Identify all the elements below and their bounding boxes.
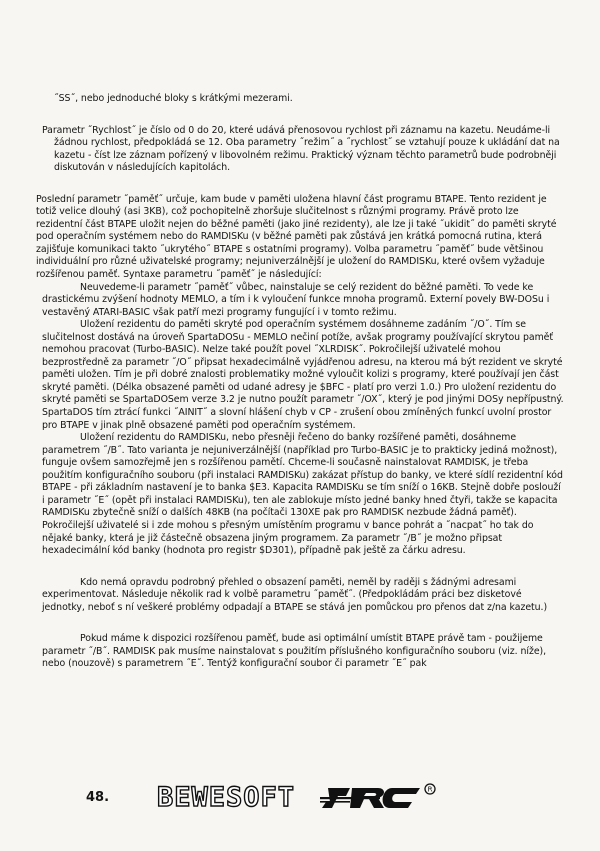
paragraph-parametr-o: Uložení rezidentu do paměti skryté pod operačním systémem dosáhneme zadáním ˝/O˝. Tím se slučitelnost dostává na úroveň SpartaDOSu - MEMLO nečiní potíže, avšak programy používající skrytou paměť nemohou pracovat (Turbo-BASIC). Nelze také použít povel ˝XLRDISK˝. Pokročilejší uživatelé mohou bezprostředně za parametr ˝/O˝ připsat hexadecimálně vyjádřenou adresu, na kterou má být rezident ve skryté paměti uložen. Tím je při dobré znalosti problematiky možné vyloučit kolizi s programy, které používají jen část skryté paměti. (Délka obsazené paměti od udané adresy je $BFC - platí pro verzi 1.0.) Pro uložení rezidentu do skryté paměti se SpartaDOSem verze 3.2 je nutno použít parametr ˝/OX˝, který je pod jinými DOSy nepřípustný. SpartaDOS tím ztrácí funkci ˝AINIT˝ a slovní hlášení chyb v CP - zrušení obou zmíněných funkcí uvolní prostor pro BTAPE v jinak plně obsazené paměti pod operačním systémem. — [42, 319, 564, 431]
paragraph-rozsirena-pamet: Pokud máme k dispozici rozšířenou paměť, bude asi optimální umístit BTAPE právě tam - použijeme parametr ˝/B˝. RAMDISK pak musíme nainstalovat s použitím příslušného konfiguračního souboru (viz. níže), nebo (nouzově) s parametrem ˝E˝. Tentýž konfigurační soubor či parametr ˝E˝ pak — [42, 633, 547, 670]
bewesoft-logo: BEWESOFT — [157, 782, 296, 813]
paragraph-rychlost: Parametr ˝Rychlost˝ je číslo od 0 do 20, které udává přenosovou rychlost při záznamu na kazetu. Neudáme-li žádnou rychlost, předpokládá se 12. Oba parametry ˝režim˝ a ˝rychlost˝ se vztahují pouze k ukládání dat na kazetu - číst lze záznam pořízený v libovolném režimu. Praktický význam těchto parametrů bude podrobněji diskutován v následujících kapitolách. — [42, 124, 560, 174]
paragraph-parametr-b: Uložení rezidentu do RAMDISKu, nebo přesněji řečeno do banky rozšířené paměti, dosáhneme parametrem ˝/B˝. Tato varianta je nejuniverzálnější (například pro Turbo-BASIC je to prakticky jediná možnost), funguje ovšem samozřejmě jen s rozšířenou pamětí. Chceme-li současně nainstalovat RAMDISK, je třeba použitím konfiguračního souboru (při instalaci RAMDISKu) zakázat přístup do banky, ve které sídlí rezidentní kód BTAPE - při základním nastavení je to banka $E3. Kapacita RAMDISKu se tím sníží o 16KB. Stejně dobře poslouží i parametr ˝E˝ (opět při instalaci RAMDISKu), ten ale zablokuje místo jedné banky hned čtyři, takže se kapacita RAMDISKu zbytečně sníží o dalších 48KB (na počítači 130XE pak pro RAMDISK nezbude žádná paměť). Pokročilejší uživatelé si i zde mohou s přesným umístěním programu v bance pohrát a ˝nacpat˝ ho tak do nějaké banky, která je již částečně obsazena jiným programem. Za parametr ˝/B˝ je možno připsat hexadecimální kód banky (hodnota pro registr $D301), případně pak ještě za čárku adresu. — [42, 432, 563, 557]
svg-text:R: R — [427, 785, 433, 794]
paragraph-pamet: Poslední parametr ˝paměť˝ určuje, kam bude v paměti uložena hlavní část programu BTAPE. Tento rezident je totiž velice dlouhý (asi 3KB), což pochopitelně zhoršuje slučitelnost s různými programy. Právě proto lze rezidentní část BTAPE uložit nejen do běžné paměti (jako jiné rezidenty), ale lze ji také ˝ukidit˝ do paměti skryté pod operačním systémem nebo do RAMDISKu (v běžné paměti pak zůstává jen krátká pomocná rutina, která zajišťuje komunikaci takto ˝ukrytého˝ BTAPE s ostatními programy). Volba parametru ˝paměť˝ bude většinou individuální pro různé uživatelské programy; nejuniverzálnější je uložení do RAMDISKu, které ovšem vyžaduje rozšířenou paměť. Syntaxe parametru ˝paměť˝ je následující: — [36, 193, 557, 281]
jrc-logo — [320, 782, 438, 814]
paragraph-bez-parametru: Neuvedeme-li parametr ˝paměť˝ vůbec, nainstaluje se celý rezident do běžné paměti. To vede ke drastickému zvýšení hodnoty MEMLO, a tím i k vyloučení funkce mnoha programů. Externí povely BW-DOSu i vestavěný ATARI-BASIC však patří mezi programy fungující i v tomto režimu. — [42, 281, 550, 318]
paragraph-rady: Kdo nemá opravdu podrobný přehled o obsazení paměti, neměl by raději s žádnými adresami experimentovat. Následuje několik rad k volbě parametru ˝paměť˝. (Předpokládám práci bez disketové jednotky, neboť s ní veškeré problémy odpadají a BTAPE se stává jen pomůckou pro přenos dat z/na kazetu.) — [42, 576, 548, 613]
document-body — [36, 93, 564, 671]
page-number: 48. — [86, 790, 110, 805]
paragraph-continuation: ˝SS˝, nebo jednoduché bloky s krátkými mezerami. — [54, 93, 293, 104]
